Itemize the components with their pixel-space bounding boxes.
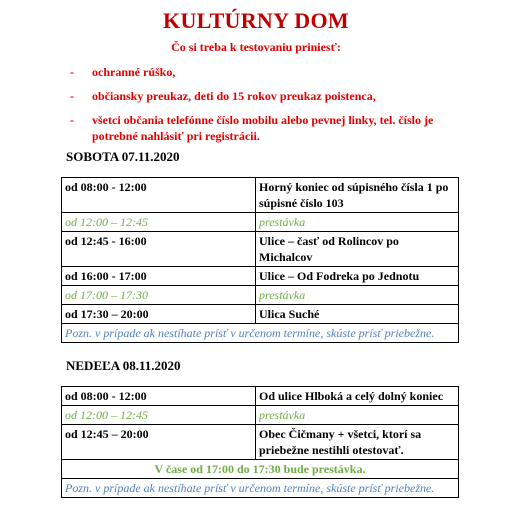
bullet-text: občiansky preukaz, deti do 15 rokov preukaz poistenca, xyxy=(92,89,376,103)
pause-cell: V čase od 17:00 do 17:30 bude prestávka. xyxy=(62,460,459,479)
time-cell: od 16:00 - 17:00 xyxy=(62,267,256,286)
place-cell: Ulice – časť od Rolincov po Michalcov xyxy=(256,232,459,267)
table-row xyxy=(62,286,459,305)
place-cell: Ulica Suché xyxy=(256,305,459,324)
sunday-schedule-table xyxy=(61,386,459,498)
saturday-heading: SOBOTA 07.11.2020 xyxy=(66,149,180,164)
time-cell: od 08:00 - 12:00 xyxy=(62,387,256,406)
place-cell: prestávka xyxy=(256,213,459,232)
bullet-dash: - xyxy=(70,89,74,103)
bullet-dash: - xyxy=(70,65,74,79)
page-title: KULTÚRNY DOM xyxy=(163,8,349,33)
bullet-text: všetci občania telefónne číslo mobilu alebo pevnej linky, tel. číslo je potrebné nahlásiť pri registrácii. xyxy=(92,113,434,143)
time-cell: od 17:00 – 17:30 xyxy=(62,286,256,305)
sunday-heading: NEDEĽA 08.11.2020 xyxy=(66,358,181,373)
table-row xyxy=(62,425,459,460)
table-row xyxy=(62,267,459,286)
bullet-dash: - xyxy=(70,113,74,127)
time-cell: od 08:00 - 12:00 xyxy=(62,178,256,213)
time-cell: od 12:00 – 12:45 xyxy=(62,406,256,425)
list-item xyxy=(70,64,470,80)
place-cell: Horný koniec od súpisného čísla 1 po súpisné číslo 103 xyxy=(256,178,459,213)
list-item xyxy=(70,112,470,144)
table-row xyxy=(62,387,459,406)
table-row xyxy=(62,460,459,479)
requirements-list xyxy=(70,64,470,152)
time-cell: od 12:00 – 12:45 xyxy=(62,213,256,232)
bullet-text: ochranné rúško, xyxy=(92,65,176,79)
table-row xyxy=(62,178,459,213)
saturday-schedule-table xyxy=(61,177,459,343)
table-row xyxy=(62,213,459,232)
note-cell: Pozn. v prípade ak nestíhate prísť v určenom termíne, skúste prísť priebežne. xyxy=(62,324,459,343)
subtitle: Čo si treba k testovaniu priniesť: xyxy=(171,40,341,54)
place-cell: Ulice – Od Fodreka po Jednotu xyxy=(256,267,459,286)
table-row xyxy=(62,406,459,425)
time-cell: od 17:30 – 20:00 xyxy=(62,305,256,324)
place-cell: prestávka xyxy=(256,286,459,305)
table-row xyxy=(62,324,459,343)
table-row xyxy=(62,232,459,267)
place-cell: Od ulice Hlboká a celý dolný koniec xyxy=(256,387,459,406)
list-item xyxy=(70,88,470,104)
table-row xyxy=(62,479,459,498)
table-row xyxy=(62,305,459,324)
time-cell: od 12:45 - 16:00 xyxy=(62,232,256,267)
place-cell: Obec Čičmany + všetci, ktorí sa priebežne nestihli otestovať. xyxy=(256,425,459,460)
place-cell: prestávka xyxy=(256,406,459,425)
time-cell: od 12:45 – 20:00 xyxy=(62,425,256,460)
note-cell: Pozn. v prípade ak nestíhate prísť v určenom termíne, skúste prísť priebežne. xyxy=(62,479,459,498)
